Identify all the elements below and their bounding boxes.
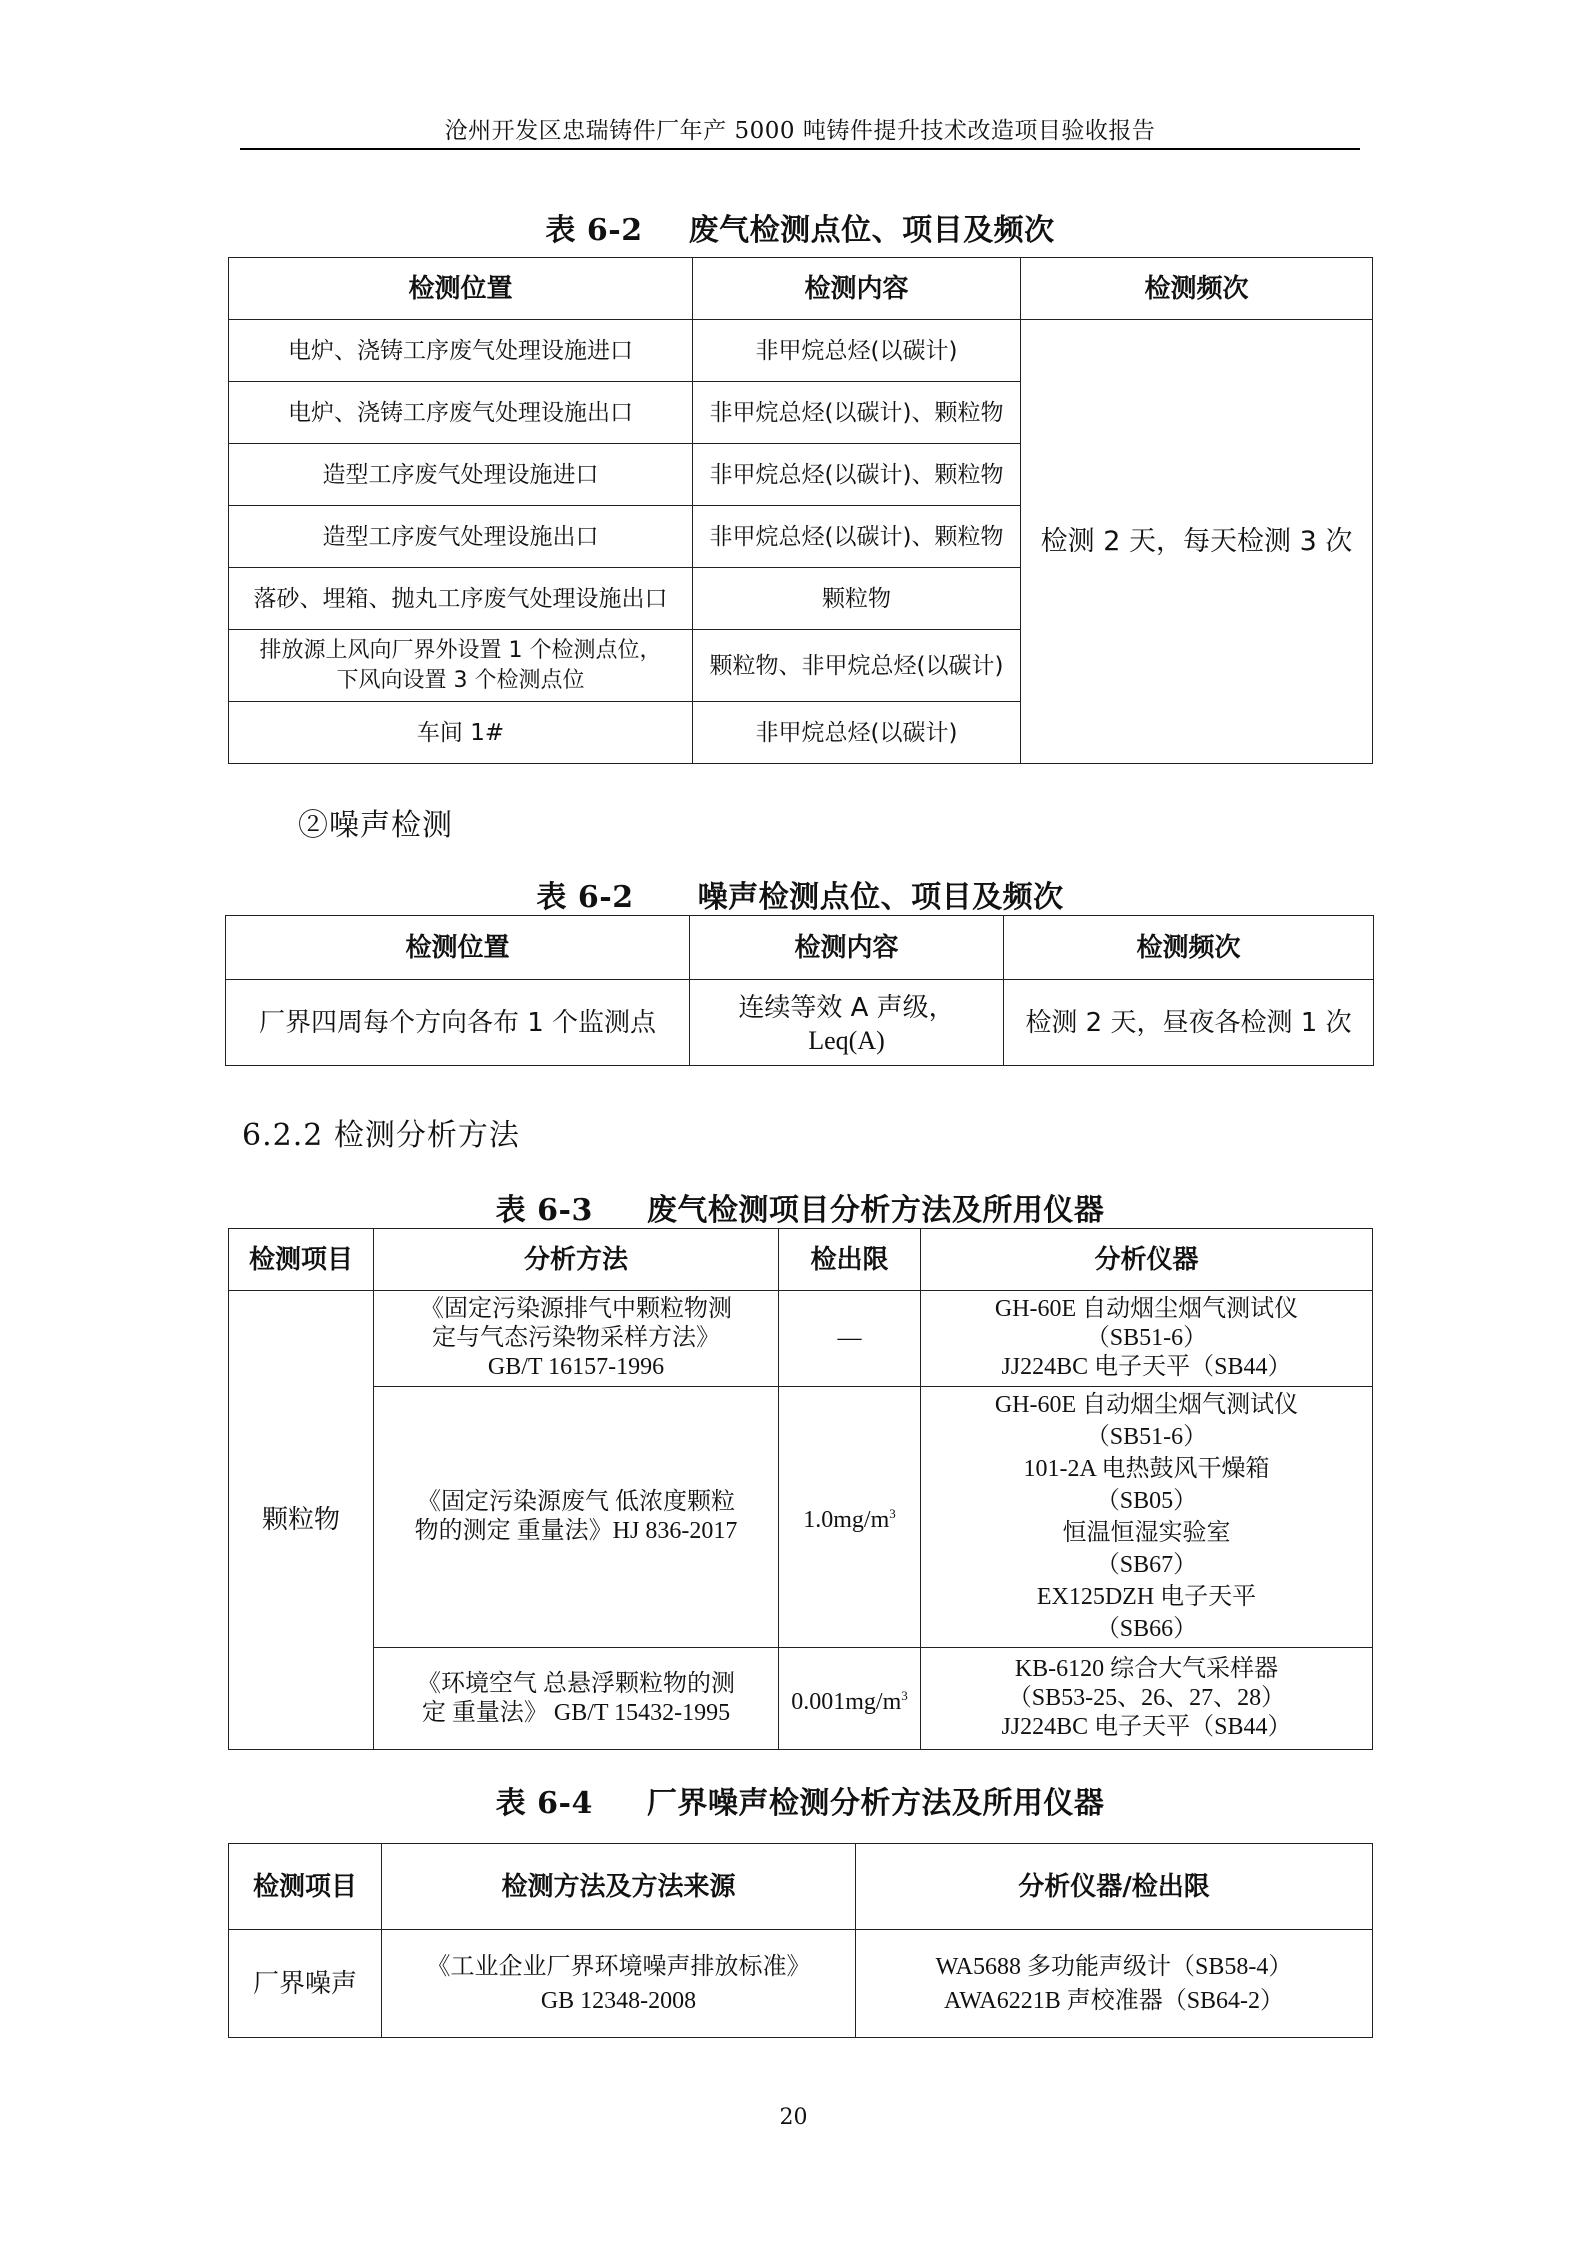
table-a-content: 非甲烷总烃(以碳计)	[693, 702, 1021, 764]
table-d-method	[382, 1930, 856, 2038]
section-method-heading: 6.2.2 检测分析方法	[242, 1118, 520, 1153]
table-d-caption	[228, 1778, 1372, 1822]
table-c-instrument-line: JJ224BC 电子天平（SB44）	[1001, 1714, 1292, 1740]
table-c-instrument-line: 恒温恒湿实验室	[1062, 1520, 1231, 1546]
table-a-caption-text: 废气检测点位、项目及频次	[688, 213, 1055, 248]
table-c-method	[374, 1387, 779, 1648]
table-d-col-instrument: 分析仪器/检出限	[856, 1844, 1373, 1930]
table-d-col-item: 检测项目	[229, 1844, 382, 1930]
table-c-instrument-line: （SB53-25、26、27、28）	[1007, 1685, 1286, 1711]
table-a-col-frequency: 检测频次	[1021, 258, 1373, 320]
table-c-method-line: 定 重量法》 GB/T 15432-1995	[421, 1699, 731, 1726]
table-a-content: 非甲烷总烃(以碳计)、颗粒物	[693, 382, 1021, 444]
table-c-instrument-line: GH-60E 自动烟尘烟气测试仪	[994, 1392, 1299, 1418]
table-b-content-line: Leq(A)	[808, 1026, 885, 1055]
table-c-method-line: 《固定污染源排气中颗粒物测	[420, 1296, 732, 1322]
table-d-instrument	[856, 1930, 1373, 2038]
table-c-caption-text: 废气检测项目分析方法及所用仪器	[646, 1193, 1105, 1228]
header-rule	[240, 148, 1360, 150]
table-d-header-row	[229, 1844, 1373, 1930]
table-b-col-frequency: 检测频次	[1004, 916, 1374, 980]
table-c-instrument-line: 101-2A 电热鼓风干燥箱	[1023, 1456, 1270, 1482]
table-c-instrument-line: JJ224BC 电子天平（SB44）	[1001, 1354, 1292, 1380]
table-d-caption-number: 表 6-4	[495, 1786, 593, 1821]
table-c-method-line: 定与气态污染物采样方法》	[432, 1325, 720, 1351]
table-a-content: 非甲烷总烃(以碳计)、颗粒物	[693, 444, 1021, 506]
table-c-caption-number: 表 6-3	[495, 1193, 593, 1228]
table-a-caption-number: 表 6-2	[545, 213, 643, 248]
table-b-caption-text: 噪声检测点位、项目及频次	[697, 880, 1064, 915]
table-a-location-line: 排放源上风向厂界外设置 1 个检测点位，	[259, 637, 662, 663]
table-b-caption	[228, 872, 1372, 916]
table-b-content	[690, 980, 1004, 1066]
table-c	[228, 1228, 1373, 1750]
table-a-location: 造型工序废气处理设施出口	[229, 506, 693, 568]
table-a-content: 非甲烷总烃(以碳计)、颗粒物	[693, 506, 1021, 568]
table-a	[228, 257, 1373, 764]
table-a-location: 造型工序废气处理设施进口	[229, 444, 693, 506]
table-row	[229, 1930, 1373, 2038]
table-c-instruments	[921, 1291, 1373, 1387]
table-c-instrument-line: GH-60E 自动烟尘烟气测试仪	[994, 1296, 1299, 1322]
table-row	[229, 1291, 1373, 1387]
table-c-limit-exponent: 3	[901, 1687, 908, 1703]
table-c-limit-exponent: 3	[889, 1506, 896, 1521]
table-c-limit	[779, 1648, 921, 1750]
table-row	[229, 1648, 1373, 1750]
table-row	[229, 1387, 1373, 1648]
table-a-col-location: 检测位置	[229, 258, 693, 320]
table-a-col-content: 检测内容	[693, 258, 1021, 320]
table-c-method-line: 物的测定 重量法》HJ 836-2017	[414, 1518, 738, 1544]
table-a-content: 颗粒物、非甲烷总烃(以碳计)	[693, 630, 1021, 702]
table-d-caption-text: 厂界噪声检测分析方法及所用仪器	[646, 1786, 1105, 1821]
table-b	[225, 915, 1374, 1066]
table-a-location: 电炉、浇铸工序废气处理设施进口	[229, 320, 693, 382]
table-c-instrument-line: KB-6120 综合大气采样器	[1014, 1656, 1279, 1682]
table-d-instrument-line: AWA6221B 声校准器（SB64-2）	[943, 1987, 1285, 2014]
table-row	[229, 320, 1373, 382]
table-b-frequency: 检测 2 天，昼夜各检测 1 次	[1004, 980, 1374, 1066]
section-noise-heading: ②噪声检测	[298, 808, 453, 843]
table-c-instrument-line: （SB67）	[1095, 1552, 1198, 1578]
table-c-instrument-line: （SB66）	[1095, 1616, 1198, 1642]
table-c-instrument-line: （SB51-6）	[1085, 1424, 1208, 1450]
table-c-instrument-line: （SB51-6）	[1085, 1325, 1208, 1351]
table-b-header-row	[226, 916, 1374, 980]
table-c-col-item: 检测项目	[229, 1229, 374, 1291]
table-c-limit-value: 0.001mg/m	[791, 1688, 902, 1715]
table-b-caption-number: 表 6-2	[536, 880, 634, 915]
table-c-caption	[228, 1185, 1372, 1229]
table-b-location: 厂界四周每个方向各布 1 个监测点	[226, 980, 690, 1066]
table-c-instrument-line: EX125DZH 电子天平	[1036, 1584, 1257, 1610]
table-a-frequency: 检测 2 天，每天检测 3 次	[1021, 320, 1373, 764]
table-c-instrument-line: （SB05）	[1095, 1488, 1198, 1514]
page-number: 20	[779, 2105, 808, 2130]
table-c-col-limit: 检出限	[779, 1229, 921, 1291]
table-d-method-line: 《工业企业厂界环境噪声排放标准》	[426, 1953, 811, 1980]
table-c-col-instrument: 分析仪器	[921, 1229, 1373, 1291]
table-c-limit	[779, 1387, 921, 1648]
table-c-header-row	[229, 1229, 1373, 1291]
table-d-col-method: 检测方法及方法来源	[382, 1844, 856, 1930]
table-a-content: 颗粒物	[693, 568, 1021, 630]
table-b-col-location: 检测位置	[226, 916, 690, 980]
table-row	[226, 980, 1374, 1066]
table-b-col-content: 检测内容	[690, 916, 1004, 980]
table-d-instrument-line: WA5688 多功能声级计（SB58-4）	[935, 1953, 1293, 1980]
table-c-col-method: 分析方法	[374, 1229, 779, 1291]
table-c-limit: —	[779, 1291, 921, 1387]
table-c-limit-value: 1.0mg/m	[803, 1507, 890, 1533]
table-a-location: 落砂、埋箱、抛丸工序废气处理设施出口	[229, 568, 693, 630]
table-b-content-line: 连续等效 A 声级，	[738, 993, 955, 1023]
table-a-caption	[228, 205, 1372, 249]
table-c-instruments	[921, 1648, 1373, 1750]
table-a-header-row	[229, 258, 1373, 320]
table-a-content: 非甲烷总烃(以碳计)	[693, 320, 1021, 382]
page-header-title: 沧州开发区忠瑞铸件厂年产 5000 吨铸件提升技术改造项目验收报告	[444, 118, 1156, 144]
table-c-instruments	[921, 1387, 1373, 1648]
table-d-method-line: GB 12348-2008	[540, 1987, 697, 2014]
table-c-method-line: 《固定污染源废气 低浓度颗粒	[417, 1489, 735, 1515]
table-a-location: 电炉、浇铸工序废气处理设施出口	[229, 382, 693, 444]
table-c-method-line: GB/T 16157-1996	[487, 1354, 665, 1380]
table-c-method	[374, 1291, 779, 1387]
table-c-method-line: 《环境空气 总悬浮颗粒物的测	[417, 1670, 735, 1697]
table-a-location-line: 下风向设置 3 个检测点位	[336, 667, 585, 693]
table-a-location: 车间 1#	[229, 702, 693, 764]
table-a-location-multiline	[229, 630, 693, 702]
table-c-item: 颗粒物	[229, 1291, 374, 1750]
table-c-method	[374, 1648, 779, 1750]
table-d-item: 厂界噪声	[229, 1930, 382, 2038]
table-d	[228, 1843, 1373, 2038]
